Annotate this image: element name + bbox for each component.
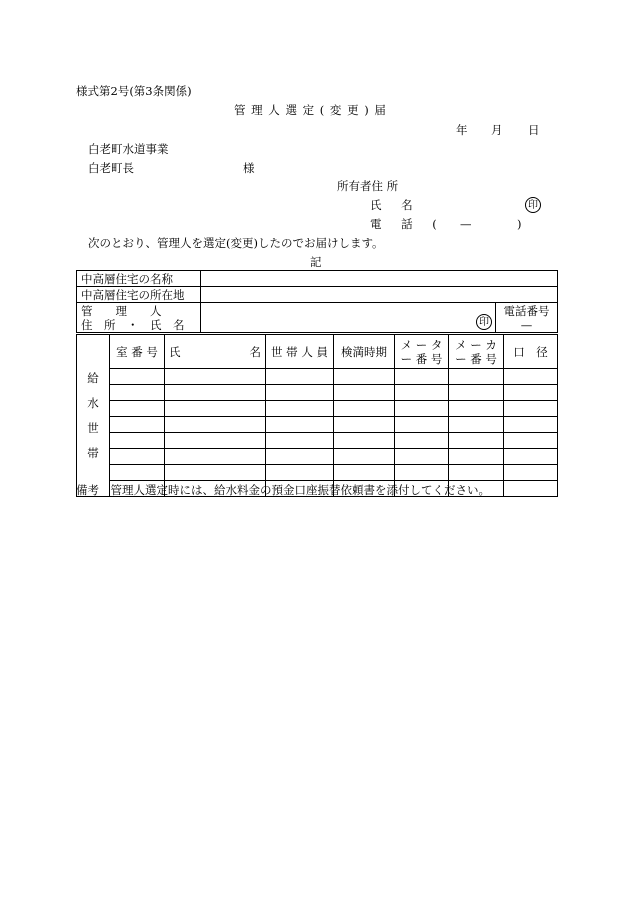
building-name-label: 中高層住宅の名称	[77, 271, 201, 287]
meter-number-line2: ー 番 号	[400, 351, 443, 366]
manager-value[interactable]	[201, 303, 496, 333]
recipient-org: 白老町水道事業	[88, 142, 169, 156]
side-char-3: 世	[87, 421, 99, 435]
maker-number-line1: メ ー カ	[455, 337, 497, 352]
manager-phone[interactable]	[496, 303, 558, 333]
maker-cell[interactable]	[449, 449, 504, 465]
inspection-cell[interactable]	[334, 465, 395, 481]
meter-cell[interactable]	[395, 449, 449, 465]
building-address-label: 中高層住宅の所在地	[77, 287, 201, 303]
date-day: 日	[528, 123, 540, 137]
table-row	[77, 417, 558, 433]
inspection-cell[interactable]	[334, 417, 395, 433]
water-supply-table	[76, 334, 558, 497]
room-cell[interactable]	[110, 433, 165, 449]
recipient-mayor: 白老町長	[88, 161, 134, 175]
room-cell[interactable]	[110, 369, 165, 385]
name-cell[interactable]	[165, 369, 266, 385]
building-name-value[interactable]	[201, 271, 558, 287]
name-header	[165, 335, 266, 369]
name-cell[interactable]	[165, 449, 266, 465]
meter-number-header	[395, 335, 449, 369]
page-title: 管 理 人 選 定 ( 変 更 ) 届	[234, 103, 387, 117]
maker-cell[interactable]	[449, 417, 504, 433]
caliber-cell[interactable]	[504, 417, 558, 433]
supply-side-label	[77, 335, 110, 497]
supply-header-row	[77, 335, 558, 369]
caliber-cell[interactable]	[504, 465, 558, 481]
table-row	[77, 465, 558, 481]
room-cell[interactable]	[110, 465, 165, 481]
table-row	[77, 401, 558, 417]
maker-cell[interactable]	[449, 401, 504, 417]
caliber-cell[interactable]	[504, 401, 558, 417]
inspection-header: 検満時期	[334, 335, 395, 369]
meter-cell[interactable]	[395, 401, 449, 417]
meter-cell[interactable]	[395, 369, 449, 385]
maker-cell[interactable]	[449, 385, 504, 401]
intro-text: 次のとおり、管理人を選定(変更)したのでお届けします。	[88, 236, 384, 250]
owner-phone-close: )	[517, 217, 522, 231]
table-row	[77, 385, 558, 401]
manager-label-line1: 管 理 人	[81, 303, 162, 318]
members-cell[interactable]	[266, 465, 334, 481]
name-cell[interactable]	[165, 465, 266, 481]
manager-label-line2: 住 所 ・ 氏 名	[81, 317, 185, 332]
room-cell[interactable]	[110, 417, 165, 433]
inspection-cell[interactable]	[334, 385, 395, 401]
name-header-right: 名	[249, 344, 261, 359]
name-cell[interactable]	[165, 385, 266, 401]
members-cell[interactable]	[266, 401, 334, 417]
maker-number-header	[449, 335, 504, 369]
room-cell[interactable]	[110, 449, 165, 465]
inspection-cell[interactable]	[334, 433, 395, 449]
caliber-header: 口 径	[504, 335, 558, 369]
meter-number-line1: メ ー タ	[400, 337, 443, 352]
building-name-row	[77, 271, 558, 287]
manager-label	[77, 303, 201, 333]
members-cell[interactable]	[266, 369, 334, 385]
meter-cell[interactable]	[395, 385, 449, 401]
members-cell[interactable]	[266, 385, 334, 401]
members-cell[interactable]	[266, 433, 334, 449]
meter-cell[interactable]	[395, 433, 449, 449]
building-address-row	[77, 287, 558, 303]
phone-header: 電話番号	[503, 303, 550, 318]
remarks-text: 備考 管理人選定時には、給水料金の預金口座振替依頼書を添付してください。	[76, 483, 490, 497]
owner-phone-dash: —	[460, 217, 472, 231]
room-header: 室 番 号	[110, 335, 165, 369]
inspection-cell[interactable]	[334, 449, 395, 465]
members-cell[interactable]	[266, 417, 334, 433]
meter-cell[interactable]	[395, 465, 449, 481]
maker-cell[interactable]	[449, 369, 504, 385]
name-cell[interactable]	[165, 401, 266, 417]
building-info-table	[76, 270, 558, 333]
members-cell[interactable]	[266, 449, 334, 465]
caliber-cell[interactable]	[504, 449, 558, 465]
owner-seal-icon: 印	[525, 197, 541, 213]
side-char-4: 帯	[87, 446, 99, 460]
caliber-cell[interactable]	[504, 481, 558, 497]
inspection-cell[interactable]	[334, 369, 395, 385]
name-cell[interactable]	[165, 433, 266, 449]
name-header-left: 氏	[169, 344, 181, 359]
form-id: 様式第2号(第3条関係)	[76, 84, 192, 98]
ki-label: 記	[310, 255, 322, 269]
owner-name-label: 氏 名	[370, 198, 421, 212]
table-row	[77, 449, 558, 465]
table-row	[77, 433, 558, 449]
side-char-2: 水	[87, 396, 99, 410]
caliber-cell[interactable]	[504, 369, 558, 385]
date-year: 年	[456, 123, 468, 137]
caliber-cell[interactable]	[504, 433, 558, 449]
name-cell[interactable]	[165, 417, 266, 433]
maker-number-line2: ー 番 号	[455, 351, 497, 366]
members-header: 世 帯 人 員	[266, 335, 334, 369]
owner-phone-label: 電 話 (	[370, 217, 445, 231]
owner-address-label: 所有者住 所	[337, 179, 399, 193]
room-cell[interactable]	[110, 385, 165, 401]
recipient-honorific: 様	[243, 161, 255, 175]
date-month: 月	[491, 123, 503, 137]
meter-cell[interactable]	[395, 417, 449, 433]
building-address-value[interactable]	[201, 287, 558, 303]
manager-phone-dash: —	[520, 317, 533, 332]
manager-row	[77, 303, 558, 333]
inspection-cell[interactable]	[334, 401, 395, 417]
maker-cell[interactable]	[449, 465, 504, 481]
room-cell[interactable]	[110, 401, 165, 417]
caliber-cell[interactable]	[504, 385, 558, 401]
side-char-1: 給	[87, 371, 99, 385]
maker-cell[interactable]	[449, 433, 504, 449]
table-row	[77, 369, 558, 385]
manager-seal-icon: 印	[476, 314, 492, 330]
